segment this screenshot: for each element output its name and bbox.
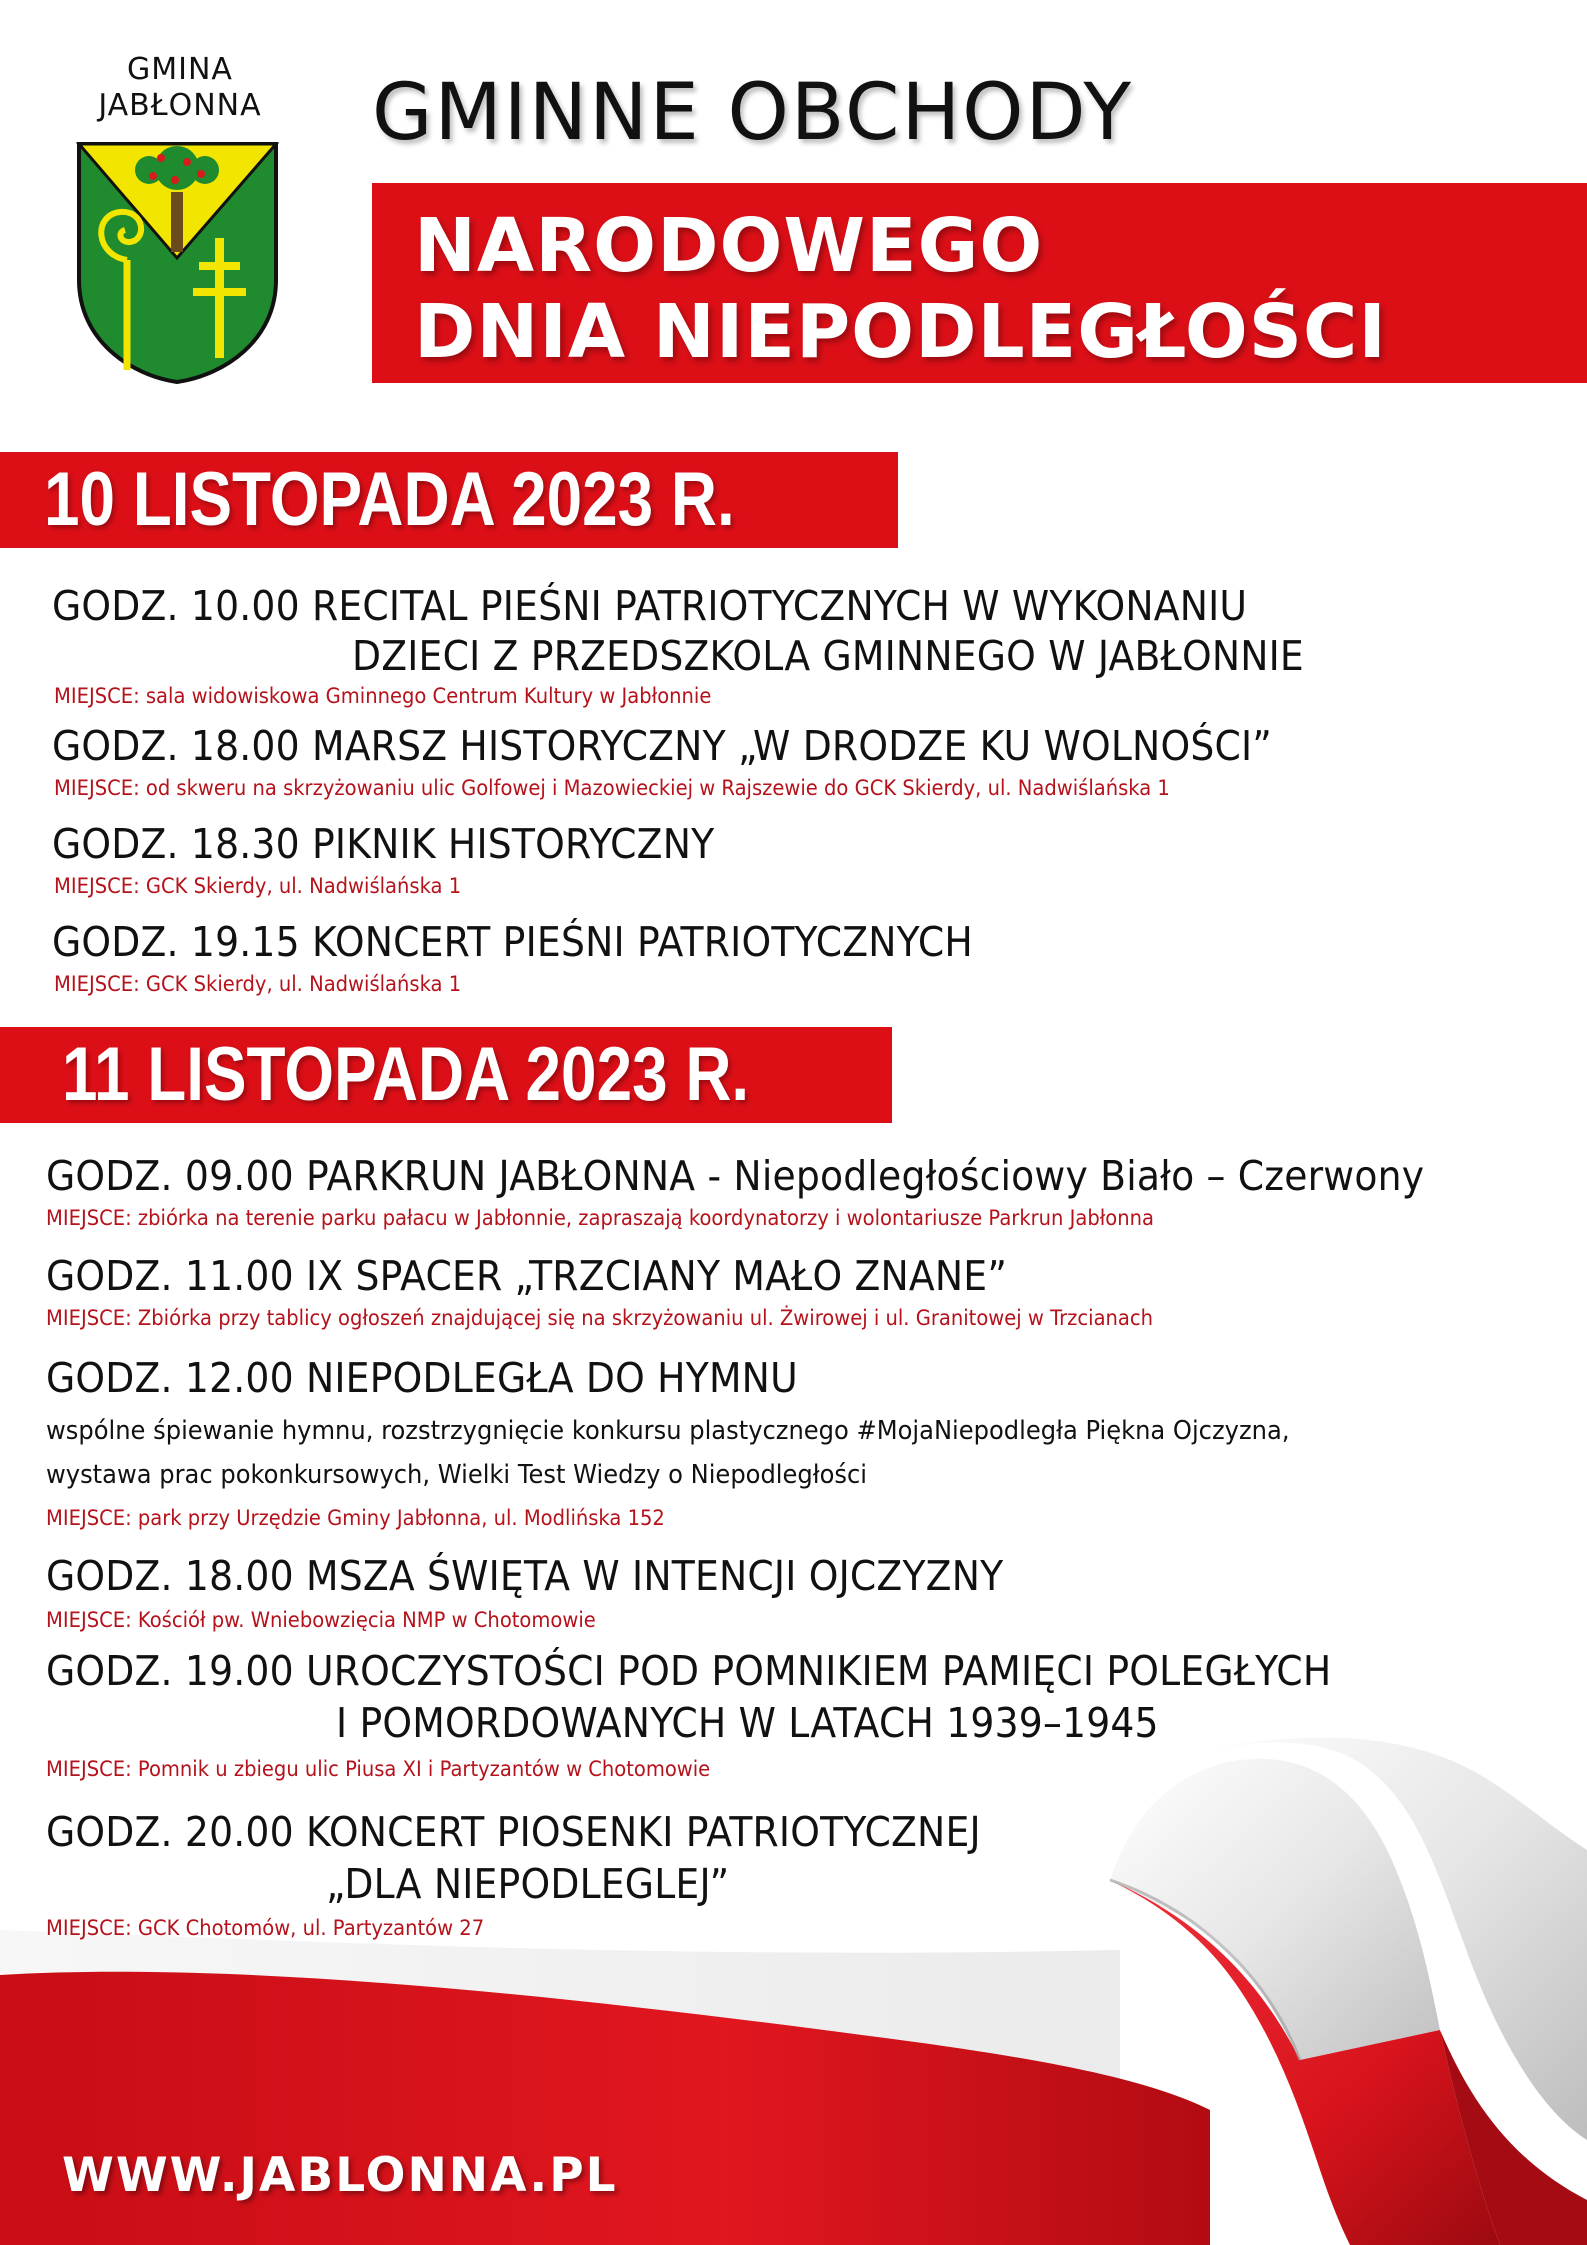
event-title: GODZ. 11.00 IX SPACER „TRZCIANY MAŁO ZNANE” [46,1252,1008,1300]
event-place: MIEJSCE: Kościół pw. Wniebowzięcia NMP w Chotomowie [46,1608,596,1632]
event-place: MIEJSCE: park przy Urzędzie Gminy Jabłonna, ul. Modlińska 152 [46,1506,665,1530]
page-title-top: GMINNE OBCHODY [372,68,1134,158]
event-title: GODZ. 20.00 KONCERT PIOSENKI PATRIOTYCZNEJ [46,1808,981,1856]
event-place: MIEJSCE: Pomnik u zbiegu ulic Piusa XI i Partyzantów w Chotomowie [46,1757,711,1781]
logo-line-2: JABŁONNA [98,88,262,123]
event-place: MIEJSCE: GCK Skierdy, ul. Nadwiślańska 1 [54,972,462,996]
day-1-date: 10 LISTOPADA 2023 R. [44,457,735,542]
event-title: GODZ. 18.30 PIKNIK HISTORYCZNY [52,820,715,868]
event-title: GODZ. 18.00 MARSZ HISTORYCZNY „W DRODZE KU WOLNOŚCI” [52,722,1273,770]
event-place: MIEJSCE: GCK Chotomów, ul. Partyzantów 27 [46,1916,485,1940]
event-place: MIEJSCE: Zbiórka przy tablicy ogłoszeń znajdującej się na skrzyżowaniu ul. Żwirowej i ul. Granitowej w Trzcianach [46,1306,1154,1330]
coat-of-arms-icon [75,140,280,385]
event-place: MIEJSCE: zbiórka na terenie parku pałacu w Jabłonnie, zapraszają koordynatorzy i wolontariusze Parkrun Jabłonna [46,1206,1154,1230]
event-title-continued: „DLA NIEPODLEGLEJ” [326,1860,730,1908]
event-title: GODZ. 09.00 PARKRUN JABŁONNA - Niepodległościowy Biało – Czerwony [46,1152,1425,1200]
page-title-banner [372,183,1587,383]
logo-line-1: GMINA [127,52,233,87]
event-title-continued: I POMORDOWANYCH W LATACH 1939–1945 [336,1699,1159,1747]
day-2-banner [0,1027,892,1123]
day-2-date: 11 LISTOPADA 2023 R. [62,1032,750,1117]
event-place: MIEJSCE: od skweru na skrzyżowaniu ulic Golfowej i Mazowieckiej w Rajszewie do GCK Skierdy, ul. Nadwiślańska 1 [54,776,1170,800]
event-place: MIEJSCE: GCK Skierdy, ul. Nadwiślańska 1 [54,874,462,898]
event-title: GODZ. 19.15 KONCERT PIEŚNI PATRIOTYCZNYCH [52,918,973,966]
event-description: wspólne śpiewanie hymnu, rozstrzygnięcie konkursu plastycznego #MojaNiepodległa Piękna Ojczyzna, [46,1416,1290,1446]
event-description: wystawa prac pokonkursowych, Wielki Test Wiedzy o Niepodległości [46,1460,868,1490]
page-title-line-2: DNIA NIEPODLEGŁOŚCI [414,289,1387,375]
event-place: MIEJSCE: sala widowiskowa Gminnego Centrum Kultury w Jabłonnie [54,684,712,708]
page-title-line-1: NARODOWEGO [414,203,1044,289]
event-title: GODZ. 18.00 MSZA ŚWIĘTA W INTENCJI OJCZYZNY [46,1552,1004,1600]
event-title-continued: DZIECI Z PRZEDSZKOLA GMINNEGO W JABŁONNIE [352,632,1304,680]
event-title: GODZ. 19.00 UROCZYSTOŚCI POD POMNIKIEM PAMIĘCI POLEGŁYCH [46,1647,1332,1695]
event-title: GODZ. 12.00 NIEPODLEGŁA DO HYMNU [46,1354,798,1402]
event-title: GODZ. 10.00 RECITAL PIEŚNI PATRIOTYCZNYCH W WYKONANIU [52,582,1248,630]
municipality-name [60,52,300,124]
day-1-banner [0,452,898,548]
website-link[interactable]: WWW.JABLONNA.PL [62,2148,618,2203]
